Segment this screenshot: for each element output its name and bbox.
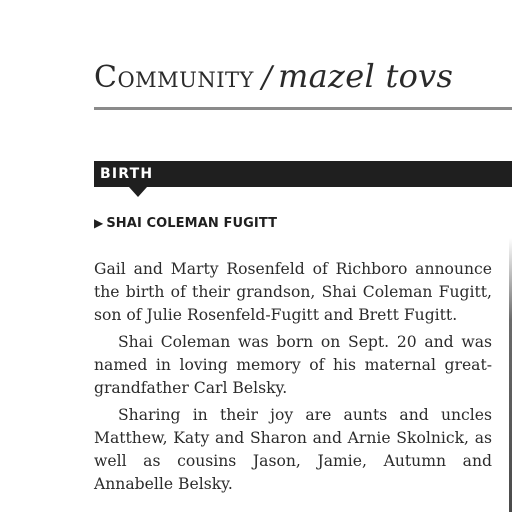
body-paragraph: Gail and Marty Rosenfeld of Richboro announce the birth of their grandson, Shai Coleman Fugitt, son of Julie Rosenfeld-Fugitt and Brett Fugitt. — [94, 260, 492, 324]
body-paragraph: Sharing in their joy are aunts and uncles Matthew, Katy and Sharon and Arnie Skolnick, as well as cousins Jason, Jamie, Autumn and Annabelle Belsky. — [94, 406, 492, 493]
triangle-right-icon: ▶ — [94, 216, 104, 230]
announcement-body — [94, 258, 492, 500]
masthead-separator: / — [261, 60, 273, 95]
announcement-headline — [94, 216, 277, 231]
section-title: Community — [94, 60, 254, 95]
headline-text: SHAI COLEMAN FUGITT — [106, 216, 278, 231]
category-label: BIRTH — [100, 166, 154, 182]
section-masthead — [94, 57, 454, 95]
body-paragraph: Shai Coleman was born on Sept. 20 and was named in loving memory of his maternal great-grandfather Carl Belsky. — [94, 333, 492, 397]
section-subtitle: mazel tovs — [278, 57, 454, 95]
category-bar — [94, 161, 512, 187]
masthead-rule — [94, 107, 512, 110]
category-pointer-icon — [129, 187, 147, 197]
